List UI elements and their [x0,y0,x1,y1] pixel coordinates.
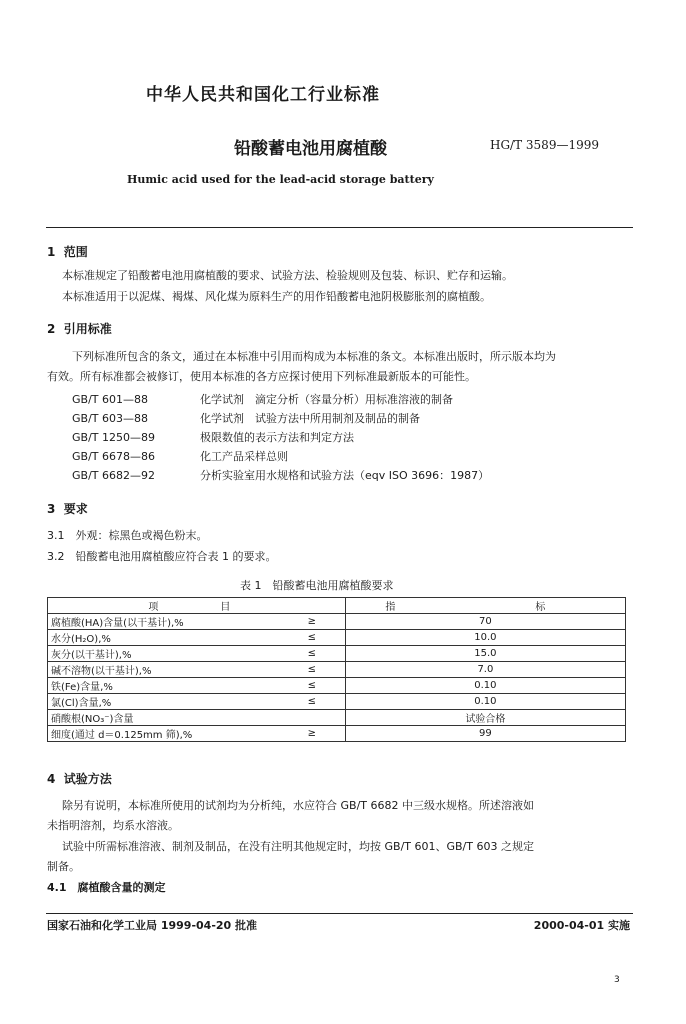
section-3-number: 3 [47,502,56,516]
section-1-title: 范围 [63,245,88,259]
section-4-paragraph-1-line-1: 除另有说明，本标准所使用的试剂均为分析纯，水应符合 GB/T 6682 中三级水规格。所述溶液如 [62,799,534,812]
row-value: 试验合格 [345,710,625,726]
section-3-heading [47,500,88,517]
row-symbol: ≤ [279,662,346,678]
row-symbol: ≥ [279,726,346,742]
row-item: 铁(Fe)含量,% [48,678,279,694]
table-row [48,662,626,678]
english-title: Humic acid used for the lead-acid storage battery [127,173,434,186]
table-row [48,646,626,662]
row-item: 硝酸根(NO₃⁻)含量 [48,710,279,726]
table-row [48,726,626,742]
reference-code: GB/T 603—88 [72,412,148,425]
row-item: 细度(通过 d＝0.125mm 筛),% [48,726,279,742]
table-header-row [48,598,626,614]
reference-item [72,429,489,448]
reference-title: 极限数值的表示方法和判定方法 [200,431,354,444]
row-item: 腐植酸(HA)含量(以干基计),% [48,614,279,630]
row-symbol: ≥ [279,614,346,630]
reference-title: 化学试剂 试验方法中所用制剂及制品的制备 [200,412,420,425]
reference-item [72,467,489,486]
row-symbol: ≤ [279,678,346,694]
column-header-value: 指 标 [345,598,625,614]
reference-item [72,410,489,429]
implementation-date: 2000-04-01 实施 [533,919,630,932]
section-4-paragraph-2-line-1: 试验中所需标准溶液、制剂及制品，在没有注明其他规定时，均按 GB/T 601、GB/T 603 之规定 [62,840,534,853]
reference-title: 化学试剂 滴定分析（容量分析）用标准溶液的制备 [200,393,453,406]
clause-3-2: 3.2 铅酸蓄电池用腐植酸应符合表 1 的要求。 [47,550,277,563]
standard-org-heading: 中华人民共和国化工行业标准 [146,85,380,105]
page-number: 3 [614,975,620,985]
normative-references-list [72,391,489,486]
row-value: 7.0 [345,662,625,678]
row-item: 水分(H₂O),% [48,630,279,646]
section-4-title: 试验方法 [63,772,112,786]
section-2-title: 引用标准 [63,322,112,336]
row-value: 70 [345,614,625,630]
section-1-heading [47,243,88,260]
row-value: 0.10 [345,678,625,694]
section-3-title: 要求 [63,502,88,516]
section-1-number: 1 [47,245,56,259]
row-item: 灰分(以干基计),% [48,646,279,662]
section-1-paragraph-1: 本标准规定了铅酸蓄电池用腐植酸的要求、试验方法、检验规则及包装、标识、贮存和运输。 [62,269,513,282]
reference-item [72,391,489,410]
section-2-heading [47,320,112,337]
section-2-paragraph-line-1: 下列标准所包含的条文，通过在本标准中引用而构成为本标准的条文。本标准出版时，所示版本均为 [72,350,556,363]
reference-title: 化工产品采样总则 [200,450,288,463]
row-item: 碱不溶物(以干基计),% [48,662,279,678]
reference-title: 分析实验室用水规格和试验方法（eqv ISO 3696：1987） [200,469,490,482]
table-row [48,630,626,646]
section-4-paragraph-1-line-2: 未指明溶剂，均系水溶液。 [47,819,179,832]
clause-3-1: 3.1 外观：棕黑色或褐色粉末。 [47,529,208,542]
row-symbol: ≤ [279,646,346,662]
row-symbol: ≤ [279,694,346,710]
reference-code: GB/T 6682—92 [72,469,155,482]
reference-item [72,448,489,467]
document-title: 铅酸蓄电池用腐植酸 [234,139,387,159]
table-row [48,614,626,630]
section-2-number: 2 [47,322,56,336]
section-4-heading [47,770,112,787]
section-4-number: 4 [47,772,56,786]
section-1-paragraph-2: 本标准适用于以泥煤、褐煤、风化煤为原料生产的用作铅酸蓄电池阴极膨胀剂的腐植酸。 [62,290,491,303]
row-item: 氯(Cl)含量,% [48,694,279,710]
row-value: 15.0 [345,646,625,662]
row-value: 0.10 [345,694,625,710]
row-value: 99 [345,726,625,742]
row-symbol [279,710,346,726]
table-row [48,710,626,726]
section-4-paragraph-2-line-2: 制备。 [47,860,80,873]
section-2-paragraph-line-2: 有效。所有标准都会被修订，使用本标准的各方应探讨使用下列标准最新版本的可能性。 [47,370,476,383]
footer-divider [46,913,633,914]
reference-code: GB/T 601—88 [72,393,148,406]
table-row [48,694,626,710]
standard-code: HG/T 3589—1999 [490,138,599,152]
approval-note: 国家石油和化学工业局 1999-04-20 批准 [47,919,258,932]
column-header-item: 项 目 [48,598,346,614]
reference-code: GB/T 6678—86 [72,450,155,463]
row-value: 10.0 [345,630,625,646]
reference-code: GB/T 1250—89 [72,431,155,444]
table-row [48,678,626,694]
table-1-caption: 表 1 铅酸蓄电池用腐植酸要求 [240,579,394,592]
row-symbol: ≤ [279,630,346,646]
header-divider [46,227,633,228]
clause-4-1-heading: 4.1 腐植酸含量的测定 [47,881,166,894]
requirements-table [47,597,626,742]
